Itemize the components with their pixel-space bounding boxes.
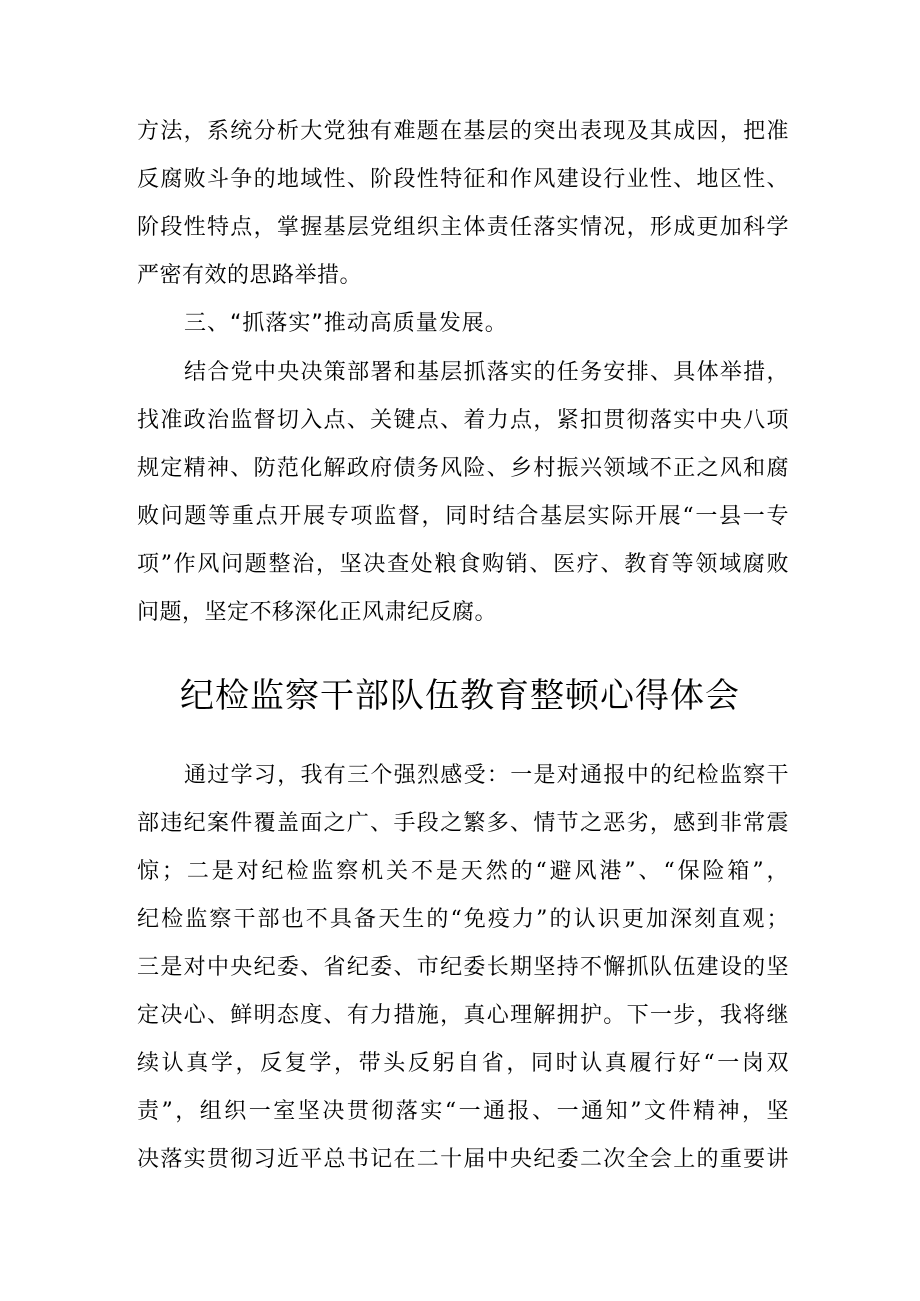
- paragraph-line: 找准政治监督切入点、关键点、着力点，紧扣贯彻落实中央八项: [137, 408, 789, 433]
- paragraph-line: 项”作风问题整治，坚决查处粮食购销、医疗、教育等领域腐败: [137, 552, 789, 577]
- paragraph-line: 反腐败斗争的地域性、阶段性特征和作风建设行业性、地区性、: [137, 167, 789, 192]
- paragraph-line: 责”，组织一室坚决贯彻落实“一通报、一通知”文件精神，坚: [137, 1099, 789, 1124]
- paragraph-line: 纪检监察干部也不具备天生的“免疫力”的认识更加深刻直观；: [137, 907, 789, 932]
- section-heading: 三、“抓落实”推动高质量发展。: [184, 311, 508, 336]
- paragraph-line: 败问题等重点开展专项监督，同时结合基层实际开展“一县一专: [137, 504, 789, 529]
- article-title: 纪检监察干部队伍教育整顿心得体会: [180, 676, 740, 716]
- paragraph-line: 问题，坚定不移深化正风肃纪反腐。: [137, 600, 498, 625]
- paragraph-line: 通过学习，我有三个强烈感受：一是对通报中的纪检监察干: [184, 763, 789, 788]
- paragraph-line: 结合党中央决策部署和基层抓落实的任务安排、具体举措，: [184, 360, 789, 385]
- paragraph-line: 三是对中央纪委、省纪委、市纪委长期坚持不懈抓队伍建设的坚: [137, 955, 789, 980]
- paragraph-line: 惊；二是对纪检监察机关不是天然的“避风港”、“保险箱”，: [137, 859, 789, 884]
- paragraph-line: 方法，系统分析大党独有难题在基层的突出表现及其成因，把准: [137, 119, 789, 144]
- paragraph-line: 定决心、鲜明态度、有力措施，真心理解拥护。下一步，我将继: [137, 1003, 789, 1028]
- paragraph-line: 规定精神、防范化解政府债务风险、乡村振兴领域不正之风和腐: [137, 456, 789, 481]
- paragraph-line: 严密有效的思路举措。: [137, 263, 363, 288]
- paragraph-line: 部违纪案件覆盖面之广、手段之繁多、情节之恶劣，感到非常震: [137, 811, 789, 836]
- paragraph-line: 续认真学，反复学，带头反躬自省，同时认真履行好“一岗双: [137, 1051, 789, 1076]
- paragraph-line: 阶段性特点，掌握基层党组织主体责任落实情况，形成更加科学: [137, 215, 789, 240]
- paragraph-line: 决落实贯彻习近平总书记在二十届中央纪委二次全会上的重要讲: [137, 1147, 789, 1172]
